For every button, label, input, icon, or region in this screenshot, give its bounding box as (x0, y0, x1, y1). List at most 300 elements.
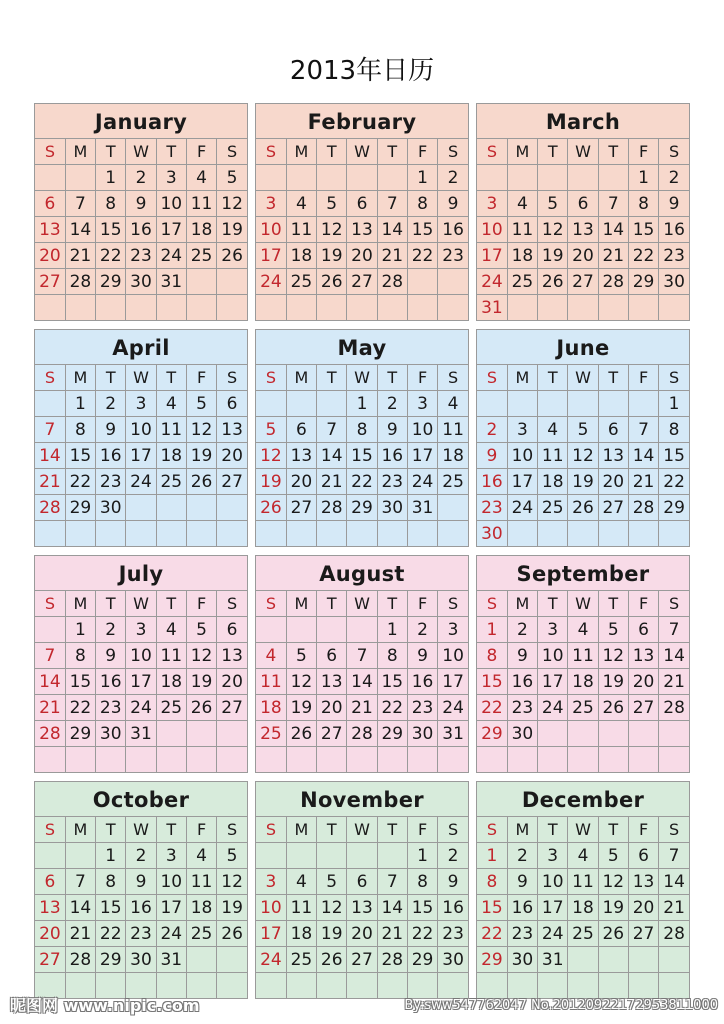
day-cell: 27 (568, 269, 598, 295)
day-cell: 22 (377, 695, 407, 721)
week-row (477, 721, 689, 747)
day-cell: 27 (598, 495, 628, 521)
day-cell: 22 (96, 243, 126, 269)
week-row (35, 443, 247, 469)
day-cell: 1 (377, 617, 407, 643)
day-cell: 31 (126, 721, 156, 747)
day-cell: 6 (598, 417, 628, 443)
month-name: October (35, 782, 247, 817)
day-cell: 30 (659, 269, 689, 295)
day-cell: 23 (659, 243, 689, 269)
weekday-label: M (65, 365, 95, 391)
day-cell: 19 (186, 669, 216, 695)
empty-cell (407, 295, 437, 321)
day-cell: 6 (347, 869, 377, 895)
weekday-label: W (126, 139, 156, 165)
day-cell: 15 (477, 895, 507, 921)
week-row (256, 617, 468, 643)
month-september (476, 555, 690, 773)
empty-cell (438, 521, 468, 547)
day-cell: 19 (598, 895, 628, 921)
empty-cell (317, 843, 347, 869)
empty-cell (538, 747, 568, 773)
week-row (35, 391, 247, 417)
empty-cell (538, 295, 568, 321)
weekday-label: M (507, 591, 537, 617)
day-cell: 10 (256, 217, 286, 243)
empty-cell (538, 165, 568, 191)
day-cell: 9 (126, 191, 156, 217)
day-cell: 8 (377, 643, 407, 669)
day-cell: 10 (538, 643, 568, 669)
day-cell: 24 (256, 269, 286, 295)
day-cell: 20 (347, 243, 377, 269)
weekday-label: S (477, 365, 507, 391)
day-cell: 17 (477, 243, 507, 269)
day-cell: 7 (347, 643, 377, 669)
month-name: January (35, 104, 247, 139)
day-cell: 5 (217, 843, 247, 869)
day-cell: 11 (438, 417, 468, 443)
day-cell: 17 (156, 895, 186, 921)
days-table (256, 591, 468, 772)
day-cell: 9 (507, 869, 537, 895)
empty-cell (256, 391, 286, 417)
weekday-label: T (598, 365, 628, 391)
day-cell: 5 (317, 869, 347, 895)
day-cell: 5 (186, 617, 216, 643)
weekday-label: S (217, 139, 247, 165)
day-cell: 28 (659, 921, 689, 947)
day-cell: 28 (598, 269, 628, 295)
day-cell: 1 (477, 843, 507, 869)
empty-cell (628, 521, 658, 547)
day-cell: 4 (507, 191, 537, 217)
day-cell: 3 (156, 165, 186, 191)
empty-cell (156, 747, 186, 773)
week-row (477, 521, 689, 547)
empty-cell (347, 521, 377, 547)
day-cell: 8 (347, 417, 377, 443)
day-cell: 8 (477, 643, 507, 669)
week-row (35, 165, 247, 191)
day-cell: 16 (659, 217, 689, 243)
day-cell: 23 (96, 695, 126, 721)
day-cell: 30 (407, 721, 437, 747)
day-cell: 1 (65, 617, 95, 643)
weekday-label: S (659, 139, 689, 165)
empty-cell (598, 947, 628, 973)
day-cell: 10 (477, 217, 507, 243)
weekday-header-row (35, 365, 247, 391)
week-row (477, 495, 689, 521)
week-row (477, 947, 689, 973)
day-cell: 26 (598, 921, 628, 947)
day-cell: 25 (538, 495, 568, 521)
day-cell: 9 (126, 869, 156, 895)
page-title: 2013年日历 (289, 56, 435, 86)
day-cell: 21 (628, 469, 658, 495)
day-cell: 4 (156, 617, 186, 643)
weekday-label: S (35, 139, 65, 165)
weekday-label: T (96, 139, 126, 165)
empty-cell (217, 295, 247, 321)
day-cell: 28 (347, 721, 377, 747)
weekday-label: T (96, 365, 126, 391)
empty-cell (507, 295, 537, 321)
day-cell: 21 (659, 669, 689, 695)
day-cell: 5 (256, 417, 286, 443)
weekday-label: T (317, 139, 347, 165)
day-cell: 25 (256, 721, 286, 747)
day-cell: 27 (628, 695, 658, 721)
week-row (256, 269, 468, 295)
empty-cell (317, 521, 347, 547)
weekday-label: S (217, 591, 247, 617)
weekday-label: S (438, 591, 468, 617)
day-cell: 14 (65, 217, 95, 243)
day-cell: 20 (628, 669, 658, 695)
day-cell: 29 (65, 721, 95, 747)
day-cell: 22 (65, 695, 95, 721)
weekday-label: S (256, 591, 286, 617)
day-cell: 28 (317, 495, 347, 521)
day-cell: 3 (438, 617, 468, 643)
day-cell: 8 (65, 643, 95, 669)
weekday-label: F (628, 817, 658, 843)
day-cell: 14 (35, 443, 65, 469)
day-cell: 3 (256, 191, 286, 217)
day-cell: 6 (317, 643, 347, 669)
day-cell: 12 (568, 443, 598, 469)
day-cell: 12 (217, 869, 247, 895)
day-cell: 4 (156, 391, 186, 417)
day-cell: 13 (217, 643, 247, 669)
empty-cell (477, 165, 507, 191)
day-cell: 19 (317, 921, 347, 947)
day-cell: 24 (156, 243, 186, 269)
day-cell: 4 (538, 417, 568, 443)
day-cell: 3 (407, 391, 437, 417)
month-name: June (477, 330, 689, 365)
weekday-label: T (538, 139, 568, 165)
day-cell: 11 (186, 191, 216, 217)
day-cell: 16 (126, 217, 156, 243)
weekday-header-row (35, 591, 247, 617)
day-cell: 23 (438, 921, 468, 947)
day-cell: 2 (438, 165, 468, 191)
weekday-header-row (35, 817, 247, 843)
month-august (255, 555, 469, 773)
day-cell: 29 (407, 947, 437, 973)
day-cell: 3 (507, 417, 537, 443)
week-row (35, 843, 247, 869)
week-row (477, 921, 689, 947)
day-cell: 15 (407, 895, 437, 921)
watermark-author: By:sww547762047 No.20120922172953811000 (404, 998, 718, 1013)
day-cell: 24 (156, 921, 186, 947)
day-cell: 10 (126, 643, 156, 669)
day-cell: 17 (507, 469, 537, 495)
empty-cell (256, 295, 286, 321)
week-row (35, 895, 247, 921)
week-row (256, 243, 468, 269)
day-cell: 24 (407, 469, 437, 495)
day-cell: 24 (538, 921, 568, 947)
day-cell: 26 (217, 921, 247, 947)
day-cell: 9 (438, 869, 468, 895)
day-cell: 15 (347, 443, 377, 469)
weekday-label: F (186, 365, 216, 391)
day-cell: 23 (126, 921, 156, 947)
day-cell: 26 (568, 495, 598, 521)
week-row (256, 747, 468, 773)
day-cell: 28 (377, 269, 407, 295)
empty-cell (568, 165, 598, 191)
day-cell: 21 (65, 921, 95, 947)
day-cell: 15 (628, 217, 658, 243)
empty-cell (186, 295, 216, 321)
empty-cell (628, 391, 658, 417)
weekday-label: F (628, 591, 658, 617)
days-table (256, 139, 468, 320)
day-cell: 13 (347, 217, 377, 243)
days-table (35, 139, 247, 320)
empty-cell (659, 721, 689, 747)
week-row (477, 295, 689, 321)
week-row (35, 747, 247, 773)
day-cell: 14 (377, 217, 407, 243)
empty-cell (286, 165, 316, 191)
day-cell: 4 (186, 165, 216, 191)
weekday-label: T (538, 591, 568, 617)
day-cell: 26 (256, 495, 286, 521)
days-table (477, 591, 689, 772)
weekday-label: F (186, 591, 216, 617)
empty-cell (347, 165, 377, 191)
day-cell: 26 (598, 695, 628, 721)
day-cell: 15 (96, 895, 126, 921)
day-cell: 28 (65, 269, 95, 295)
day-cell: 24 (507, 495, 537, 521)
day-cell: 28 (628, 495, 658, 521)
day-cell: 9 (407, 643, 437, 669)
day-cell: 3 (156, 843, 186, 869)
month-july (34, 555, 248, 773)
weekday-label: T (156, 591, 186, 617)
weekday-label: S (35, 817, 65, 843)
empty-cell (217, 521, 247, 547)
weekday-label: T (538, 365, 568, 391)
day-cell: 8 (407, 191, 437, 217)
empty-cell (347, 973, 377, 999)
empty-cell (477, 391, 507, 417)
day-cell: 21 (598, 243, 628, 269)
day-cell: 28 (35, 495, 65, 521)
empty-cell (156, 721, 186, 747)
month-january (34, 103, 248, 321)
day-cell: 25 (438, 469, 468, 495)
day-cell: 22 (407, 921, 437, 947)
weekday-label: M (65, 591, 95, 617)
empty-cell (186, 521, 216, 547)
day-cell: 8 (659, 417, 689, 443)
weekday-header-row (256, 591, 468, 617)
day-cell: 30 (96, 495, 126, 521)
weekday-label: S (659, 365, 689, 391)
weekday-label: F (407, 591, 437, 617)
empty-cell (217, 973, 247, 999)
day-cell: 26 (317, 269, 347, 295)
day-cell: 31 (477, 295, 507, 321)
day-cell: 17 (438, 669, 468, 695)
day-cell: 12 (286, 669, 316, 695)
day-cell: 21 (377, 243, 407, 269)
day-cell: 21 (317, 469, 347, 495)
day-cell: 13 (568, 217, 598, 243)
empty-cell (317, 617, 347, 643)
day-cell: 18 (568, 669, 598, 695)
week-row (477, 391, 689, 417)
week-row (35, 269, 247, 295)
day-cell: 27 (35, 947, 65, 973)
empty-cell (377, 973, 407, 999)
empty-cell (256, 617, 286, 643)
empty-cell (507, 391, 537, 417)
empty-cell (286, 617, 316, 643)
week-row (477, 165, 689, 191)
day-cell: 11 (156, 643, 186, 669)
day-cell: 19 (256, 469, 286, 495)
weekday-label: M (286, 591, 316, 617)
day-cell: 18 (256, 695, 286, 721)
day-cell: 22 (659, 469, 689, 495)
day-cell: 13 (35, 895, 65, 921)
empty-cell (407, 269, 437, 295)
weekday-label: M (286, 365, 316, 391)
day-cell: 3 (538, 617, 568, 643)
day-cell: 12 (217, 191, 247, 217)
day-cell: 30 (96, 721, 126, 747)
day-cell: 21 (347, 695, 377, 721)
day-cell: 25 (186, 243, 216, 269)
day-cell: 27 (35, 269, 65, 295)
weekday-label: T (156, 365, 186, 391)
day-cell: 24 (477, 269, 507, 295)
week-row (256, 669, 468, 695)
week-row (256, 165, 468, 191)
day-cell: 25 (286, 947, 316, 973)
day-cell: 2 (507, 617, 537, 643)
week-row (477, 217, 689, 243)
day-cell: 28 (377, 947, 407, 973)
week-row (256, 217, 468, 243)
day-cell: 18 (538, 469, 568, 495)
empty-cell (156, 495, 186, 521)
day-cell: 12 (538, 217, 568, 243)
day-cell: 29 (477, 721, 507, 747)
month-name: February (256, 104, 468, 139)
weekday-label: M (286, 139, 316, 165)
empty-cell (35, 391, 65, 417)
empty-cell (377, 521, 407, 547)
day-cell: 17 (256, 243, 286, 269)
weekday-label: S (256, 139, 286, 165)
weekday-label: F (407, 365, 437, 391)
days-table (477, 139, 689, 320)
week-row (256, 947, 468, 973)
week-row (477, 669, 689, 695)
day-cell: 20 (35, 243, 65, 269)
week-row (35, 721, 247, 747)
empty-cell (35, 521, 65, 547)
day-cell: 15 (65, 669, 95, 695)
empty-cell (126, 521, 156, 547)
empty-cell (186, 269, 216, 295)
week-row (256, 695, 468, 721)
weekday-label: S (477, 817, 507, 843)
weekday-header-row (477, 591, 689, 617)
day-cell: 13 (317, 669, 347, 695)
day-cell: 19 (317, 243, 347, 269)
weekday-label: S (438, 139, 468, 165)
day-cell: 25 (507, 269, 537, 295)
empty-cell (659, 747, 689, 773)
week-row (256, 895, 468, 921)
empty-cell (659, 947, 689, 973)
day-cell: 5 (317, 191, 347, 217)
weekday-label: W (347, 139, 377, 165)
empty-cell (286, 747, 316, 773)
day-cell: 26 (286, 721, 316, 747)
day-cell: 15 (377, 669, 407, 695)
empty-cell (598, 747, 628, 773)
day-cell: 17 (538, 669, 568, 695)
day-cell: 21 (377, 921, 407, 947)
day-cell: 18 (286, 921, 316, 947)
day-cell: 16 (96, 443, 126, 469)
empty-cell (96, 295, 126, 321)
day-cell: 9 (507, 643, 537, 669)
weekday-label: W (126, 591, 156, 617)
day-cell: 18 (186, 217, 216, 243)
month-october (34, 781, 248, 999)
empty-cell (377, 843, 407, 869)
empty-cell (286, 521, 316, 547)
day-cell: 19 (598, 669, 628, 695)
weekday-label: F (628, 365, 658, 391)
day-cell: 10 (507, 443, 537, 469)
day-cell: 22 (477, 921, 507, 947)
day-cell: 12 (317, 217, 347, 243)
day-cell: 20 (35, 921, 65, 947)
day-cell: 13 (628, 643, 658, 669)
day-cell: 4 (568, 843, 598, 869)
day-cell: 5 (186, 391, 216, 417)
empty-cell (256, 747, 286, 773)
empty-cell (96, 747, 126, 773)
day-cell: 22 (628, 243, 658, 269)
day-cell: 11 (256, 669, 286, 695)
day-cell: 7 (65, 191, 95, 217)
day-cell: 10 (156, 869, 186, 895)
empty-cell (317, 747, 347, 773)
day-cell: 6 (35, 869, 65, 895)
month-february (255, 103, 469, 321)
empty-cell (568, 295, 598, 321)
day-cell: 27 (628, 921, 658, 947)
empty-cell (507, 747, 537, 773)
